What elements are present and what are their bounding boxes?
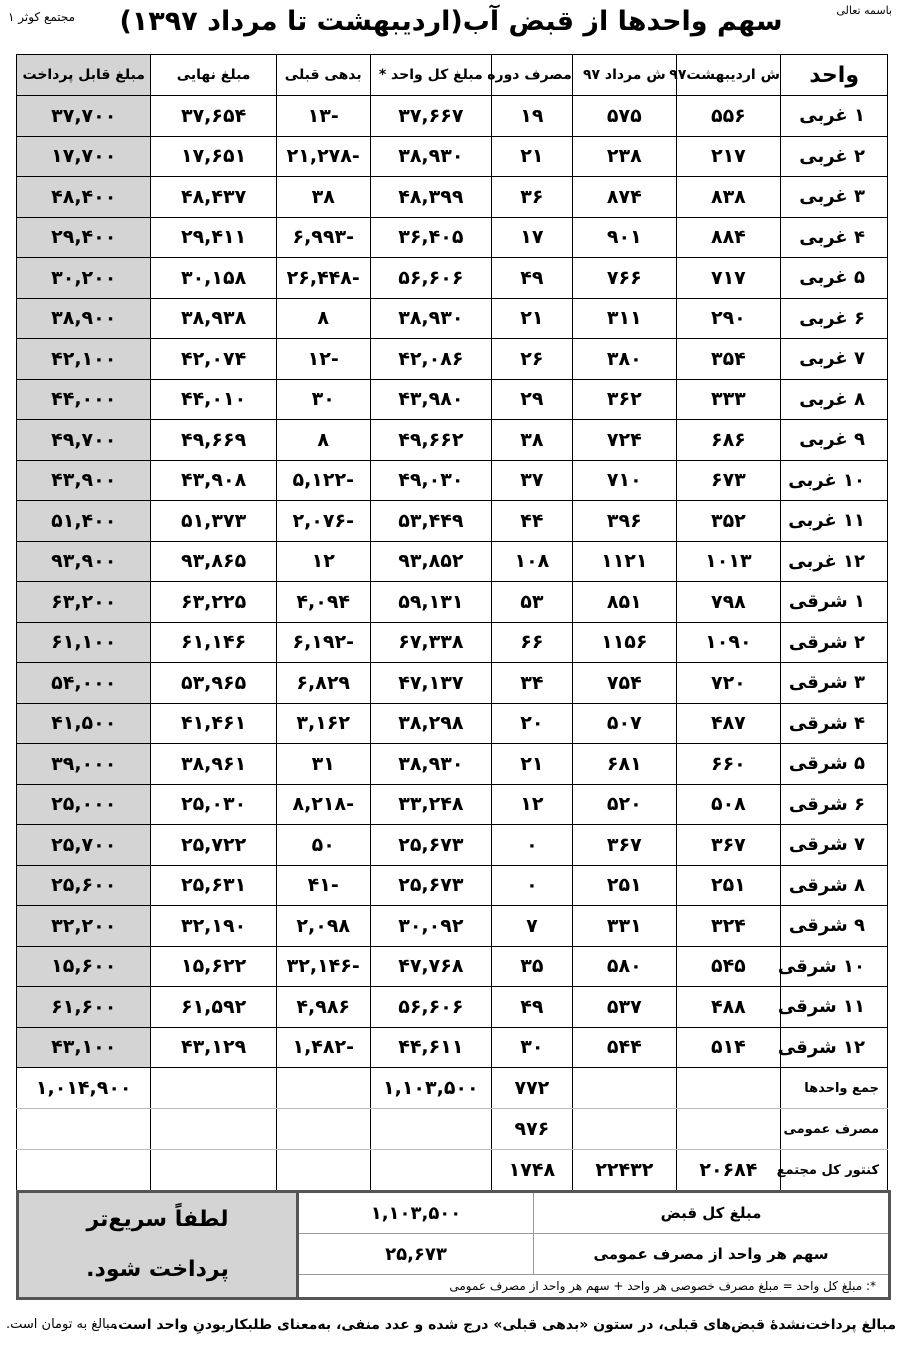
cell-mord: ۷۶۶ (572, 258, 676, 299)
cell-debt: ۴,۰۹۴ (276, 582, 370, 623)
table-header-row (17, 55, 888, 96)
cell-usage: ۲۱ (491, 136, 572, 177)
cell-ord: ۱۰۹۰ (676, 622, 780, 663)
please-line-1: لطفاً سریع‌تر (86, 1207, 229, 1232)
empty-cell (572, 1109, 676, 1150)
bill-value: ۱,۱۰۳,۵۰۰ (298, 1192, 534, 1234)
cell-unit: ۱ شرقی (780, 582, 887, 623)
cell-total: ۲۵,۶۷۳ (370, 825, 491, 866)
cell-final: ۶۱,۱۴۶ (151, 622, 276, 663)
page-title: سهم واحدها از قبض آب(اردیبهشت تا مرداد ۱۳۹۷) (119, 6, 783, 37)
cell-payable: ۹۳,۹۰۰ (17, 541, 151, 582)
cell-payable: ۱۵,۶۰۰ (17, 946, 151, 987)
complex-name: مجتمع کوثر ۱ (8, 10, 76, 24)
cell-unit: ۳ غربی (780, 177, 887, 218)
cell-ord: ۳۳۳ (676, 379, 780, 420)
cell-debt: ۱۲ (276, 541, 370, 582)
cell-total: ۲۵,۶۷۳ (370, 865, 491, 906)
cell-mord: ۳۸۰ (572, 339, 676, 380)
cell-total: ۴۷,۱۳۷ (370, 663, 491, 704)
cell-final: ۹۳,۸۶۵ (151, 541, 276, 582)
formula-note: *: مبلغ کل واحد = مبلغ مصرف خصوصی هر واحد + سهم هر واحد از مصرف عمومی (298, 1275, 890, 1299)
cell-unit: ۴ غربی (780, 217, 887, 258)
cell-debt: ۳,۱۶۲ (276, 703, 370, 744)
currency-note: مبالغ به تومان است. (6, 1317, 117, 1332)
cell-final: ۲۵,۰۳۰ (151, 784, 276, 825)
column-header-payable: مبلغ قابل پرداخت (17, 55, 151, 96)
total-meter-mord: ۲۲۴۳۲ (572, 1150, 676, 1191)
cell-ord: ۵۵۶ (676, 96, 780, 137)
cell-unit: ۱۱ غربی (780, 501, 887, 542)
table-row (17, 217, 888, 258)
table-row (17, 744, 888, 785)
cell-unit: ۱۲ شرقی (780, 1027, 887, 1068)
cell-total: ۴۲,۰۸۶ (370, 339, 491, 380)
table-row (17, 420, 888, 461)
cell-unit: ۲ شرقی (780, 622, 887, 663)
cell-unit: ۱ غربی (780, 96, 887, 137)
cell-debt: -۲۶,۴۴۸ (276, 258, 370, 299)
cell-payable: ۳۹,۰۰۰ (17, 744, 151, 785)
cell-debt: ۵۰ (276, 825, 370, 866)
cell-unit: ۲ غربی (780, 136, 887, 177)
cell-unit: ۶ غربی (780, 298, 887, 339)
table-row (17, 865, 888, 906)
cell-final: ۶۳,۲۲۵ (151, 582, 276, 623)
cell-total: ۳۷,۶۶۷ (370, 96, 491, 137)
empty-cell (370, 1150, 491, 1191)
bismillah-text: باسمه تعالی (836, 4, 892, 17)
cell-ord: ۶۶۰ (676, 744, 780, 785)
cell-payable: ۲۵,۰۰۰ (17, 784, 151, 825)
cell-unit: ۵ غربی (780, 258, 887, 299)
cell-total: ۴۴,۶۱۱ (370, 1027, 491, 1068)
cell-mord: ۵۲۰ (572, 784, 676, 825)
cell-total: ۴۳,۹۸۰ (370, 379, 491, 420)
cell-ord: ۶۸۶ (676, 420, 780, 461)
cell-payable: ۶۳,۲۰۰ (17, 582, 151, 623)
cell-debt: ۲,۰۹۸ (276, 906, 370, 947)
cell-mord: ۷۵۴ (572, 663, 676, 704)
cell-total: ۳۸,۹۳۰ (370, 136, 491, 177)
cell-final: ۵۱,۳۷۳ (151, 501, 276, 542)
cell-debt: ۴,۹۸۶ (276, 987, 370, 1028)
cell-mord: ۵۷۵ (572, 96, 676, 137)
cell-final: ۳۷,۶۵۴ (151, 96, 276, 137)
cell-mord: ۷۲۴ (572, 420, 676, 461)
cell-final: ۴۴,۰۱۰ (151, 379, 276, 420)
cell-payable: ۴۱,۵۰۰ (17, 703, 151, 744)
cell-payable: ۱۷,۷۰۰ (17, 136, 151, 177)
cell-usage: ۳۵ (491, 946, 572, 987)
cell-final: ۴۳,۹۰۸ (151, 460, 276, 501)
totals-row (17, 1068, 888, 1109)
cell-usage: ۲۱ (491, 744, 572, 785)
cell-usage: ۰ (491, 865, 572, 906)
cell-usage: ۳۰ (491, 1027, 572, 1068)
cell-total: ۳۶,۴۰۵ (370, 217, 491, 258)
empty-cell (276, 1109, 370, 1150)
cell-mord: ۳۶۷ (572, 825, 676, 866)
cell-ord: ۴۸۸ (676, 987, 780, 1028)
cell-payable: ۴۸,۴۰۰ (17, 177, 151, 218)
table-row (17, 622, 888, 663)
cell-payable: ۴۴,۰۰۰ (17, 379, 151, 420)
cell-unit: ۱۱ شرقی (780, 987, 887, 1028)
cell-final: ۲۵,۶۳۱ (151, 865, 276, 906)
cell-ord: ۲۹۰ (676, 298, 780, 339)
empty-cell (676, 1068, 780, 1109)
cell-total: ۴۸,۳۹۹ (370, 177, 491, 218)
cell-ord: ۱۰۱۳ (676, 541, 780, 582)
table-row (17, 784, 888, 825)
cell-payable: ۴۳,۹۰۰ (17, 460, 151, 501)
totals-row (17, 1109, 888, 1150)
table-row (17, 946, 888, 987)
cell-ord: ۷۹۸ (676, 582, 780, 623)
table-row (17, 906, 888, 947)
cell-payable: ۲۹,۴۰۰ (17, 217, 151, 258)
cell-debt: -۱۳ (276, 96, 370, 137)
empty-cell (17, 1109, 151, 1150)
cell-unit: ۸ غربی (780, 379, 887, 420)
total-meter-usage: ۱۷۴۸ (491, 1150, 572, 1191)
cell-mord: ۱۱۲۱ (572, 541, 676, 582)
table-row (17, 582, 888, 623)
cell-total: ۳۸,۹۳۰ (370, 298, 491, 339)
table-row (17, 96, 888, 137)
cell-usage: ۴۹ (491, 987, 572, 1028)
cell-usage: ۲۰ (491, 703, 572, 744)
cell-total: ۶۷,۳۳۸ (370, 622, 491, 663)
cell-total: ۳۳,۲۴۸ (370, 784, 491, 825)
total-sum-label: جمع واحدها (780, 1068, 887, 1109)
cell-debt: -۶,۱۹۲ (276, 622, 370, 663)
empty-cell (151, 1150, 276, 1191)
debt-footnote: مبالغ پرداخت‌نشدهٔ قبض‌های قبلی، در ستون «بدهی قبلی» درج شده و عدد منفی، به‌معنای طلبکاربودنِ واحد است. (112, 1317, 896, 1333)
cell-usage: ۲۶ (491, 339, 572, 380)
cell-payable: ۴۲,۱۰۰ (17, 339, 151, 380)
cell-total: ۵۹,۱۳۱ (370, 582, 491, 623)
share-value: ۲۵,۶۷۳ (298, 1234, 534, 1275)
cell-debt: -۳۲,۱۴۶ (276, 946, 370, 987)
cell-ord: ۸۳۸ (676, 177, 780, 218)
table-row (17, 825, 888, 866)
cell-ord: ۸۸۴ (676, 217, 780, 258)
cell-payable: ۶۱,۱۰۰ (17, 622, 151, 663)
cell-unit: ۵ شرقی (780, 744, 887, 785)
cell-usage: ۴۹ (491, 258, 572, 299)
cell-ord: ۷۲۰ (676, 663, 780, 704)
cell-usage: ۴۴ (491, 501, 572, 542)
cell-unit: ۱۲ غربی (780, 541, 887, 582)
cell-total: ۵۶,۶۰۶ (370, 258, 491, 299)
empty-cell (276, 1068, 370, 1109)
cell-mord: ۳۹۶ (572, 501, 676, 542)
cell-debt: -۱۲ (276, 339, 370, 380)
cell-mord: ۲۵۱ (572, 865, 676, 906)
empty-cell (151, 1109, 276, 1150)
empty-cell (572, 1068, 676, 1109)
cell-final: ۱۵,۶۲۲ (151, 946, 276, 987)
cell-usage: ۲۹ (491, 379, 572, 420)
column-header-final: مبلغ نهایی (151, 55, 276, 96)
cell-debt: -۸,۲۱۸ (276, 784, 370, 825)
cell-usage: ۳۴ (491, 663, 572, 704)
table-row (17, 136, 888, 177)
cell-debt: -۲۱,۲۷۸ (276, 136, 370, 177)
summary-box (16, 1190, 891, 1300)
cell-final: ۳۰,۱۵۸ (151, 258, 276, 299)
cell-mord: ۵۴۴ (572, 1027, 676, 1068)
cell-final: ۴۳,۱۲۹ (151, 1027, 276, 1068)
cell-unit: ۸ شرقی (780, 865, 887, 906)
empty-cell (17, 1150, 151, 1191)
cell-usage: ۱۲ (491, 784, 572, 825)
total-meter-ord: ۲۰۶۸۴ (676, 1150, 780, 1191)
cell-payable: ۲۵,۶۰۰ (17, 865, 151, 906)
cell-mord: ۳۳۱ (572, 906, 676, 947)
table-row (17, 379, 888, 420)
cell-usage: ۰ (491, 825, 572, 866)
cell-payable: ۶۱,۶۰۰ (17, 987, 151, 1028)
cell-total: ۴۹,۶۶۲ (370, 420, 491, 461)
cell-final: ۲۵,۷۲۲ (151, 825, 276, 866)
cell-ord: ۴۸۷ (676, 703, 780, 744)
cell-mord: ۲۳۸ (572, 136, 676, 177)
cell-debt: -۵,۱۲۲ (276, 460, 370, 501)
bill-label: مبلغ کل قبض (534, 1192, 890, 1234)
table-row (17, 1027, 888, 1068)
cell-payable: ۳۸,۹۰۰ (17, 298, 151, 339)
table-row (17, 987, 888, 1028)
empty-cell (276, 1150, 370, 1191)
cell-final: ۵۳,۹۶۵ (151, 663, 276, 704)
table-row (17, 501, 888, 542)
cell-final: ۴۱,۴۶۱ (151, 703, 276, 744)
cell-ord: ۳۵۲ (676, 501, 780, 542)
cell-mord: ۳۱۱ (572, 298, 676, 339)
cell-payable: ۴۹,۷۰۰ (17, 420, 151, 461)
cell-total: ۵۶,۶۰۶ (370, 987, 491, 1028)
cell-debt: ۸ (276, 298, 370, 339)
cell-final: ۳۲,۱۹۰ (151, 906, 276, 947)
cell-usage: ۳۶ (491, 177, 572, 218)
share-label: سهم هر واحد از مصرف عمومی (534, 1234, 890, 1275)
cell-mord: ۶۸۱ (572, 744, 676, 785)
cell-unit: ۹ غربی (780, 420, 887, 461)
cell-ord: ۳۲۴ (676, 906, 780, 947)
table-row (17, 258, 888, 299)
cell-total: ۵۳,۴۴۹ (370, 501, 491, 542)
column-header-mord: ش مرداد ۹۷ (572, 55, 676, 96)
cell-total: ۴۹,۰۳۰ (370, 460, 491, 501)
cell-debt: ۶,۸۲۹ (276, 663, 370, 704)
empty-cell (676, 1109, 780, 1150)
cell-total: ۳۸,۹۳۰ (370, 744, 491, 785)
cell-total: ۳۰,۰۹۲ (370, 906, 491, 947)
cell-payable: ۵۱,۴۰۰ (17, 501, 151, 542)
table-row (17, 663, 888, 704)
column-header-ord: ش اردیبهشت۹۷ (676, 55, 780, 96)
cell-payable: ۵۴,۰۰۰ (17, 663, 151, 704)
table-row (17, 703, 888, 744)
cell-unit: ۹ شرقی (780, 906, 887, 947)
cell-unit: ۷ شرقی (780, 825, 887, 866)
cell-mord: ۸۵۱ (572, 582, 676, 623)
cell-usage: ۶۶ (491, 622, 572, 663)
cell-final: ۳۸,۹۶۱ (151, 744, 276, 785)
totals-row (17, 1150, 888, 1191)
cell-unit: ۷ غربی (780, 339, 887, 380)
cell-usage: ۷ (491, 906, 572, 947)
cell-usage: ۵۳ (491, 582, 572, 623)
empty-cell (151, 1068, 276, 1109)
cell-debt: -۲,۰۷۶ (276, 501, 370, 542)
table-row (17, 460, 888, 501)
cell-ord: ۶۷۳ (676, 460, 780, 501)
column-header-unit: واحد (780, 55, 887, 96)
cell-mord: ۳۶۲ (572, 379, 676, 420)
total-sum-total: ۱,۱۰۳,۵۰۰ (370, 1068, 491, 1109)
cell-unit: ۱۰ غربی (780, 460, 887, 501)
table-row (17, 339, 888, 380)
cell-usage: ۱۰۸ (491, 541, 572, 582)
table-row (17, 541, 888, 582)
cell-mord: ۸۷۴ (572, 177, 676, 218)
cell-mord: ۵۰۷ (572, 703, 676, 744)
cell-mord: ۷۱۰ (572, 460, 676, 501)
cell-debt: -۶,۹۹۳ (276, 217, 370, 258)
cell-final: ۶۱,۵۹۲ (151, 987, 276, 1028)
column-header-debt: بدهی قبلی (276, 55, 370, 96)
cell-debt: ۳۱ (276, 744, 370, 785)
cell-usage: ۲۱ (491, 298, 572, 339)
cell-unit: ۴ شرقی (780, 703, 887, 744)
cell-unit: ۳ شرقی (780, 663, 887, 704)
cell-unit: ۶ شرقی (780, 784, 887, 825)
cell-unit: ۱۰ شرقی (780, 946, 887, 987)
water-bill-table (16, 54, 888, 1191)
cell-payable: ۳۷,۷۰۰ (17, 96, 151, 137)
cell-ord: ۲۵۱ (676, 865, 780, 906)
cell-ord: ۵۱۴ (676, 1027, 780, 1068)
cell-usage: ۱۷ (491, 217, 572, 258)
please-pay-notice (18, 1192, 298, 1299)
cell-final: ۲۹,۴۱۱ (151, 217, 276, 258)
table-row (17, 298, 888, 339)
total-common-usage: ۹۷۶ (491, 1109, 572, 1150)
total-sum-payable: ۱,۰۱۴,۹۰۰ (17, 1068, 151, 1109)
column-header-total: مبلغ کل واحد * (370, 55, 491, 96)
cell-debt: ۸ (276, 420, 370, 461)
cell-final: ۴۸,۴۳۷ (151, 177, 276, 218)
total-meter-label: کنتور کل مجتمع (780, 1150, 887, 1191)
cell-ord: ۷۱۷ (676, 258, 780, 299)
cell-debt: -۱,۴۸۲ (276, 1027, 370, 1068)
cell-final: ۳۸,۹۳۸ (151, 298, 276, 339)
please-line-2: پرداخت شود. (86, 1257, 229, 1282)
cell-final: ۴۲,۰۷۴ (151, 339, 276, 380)
cell-payable: ۳۲,۲۰۰ (17, 906, 151, 947)
cell-total: ۴۷,۷۶۸ (370, 946, 491, 987)
cell-ord: ۲۱۷ (676, 136, 780, 177)
cell-usage: ۳۸ (491, 420, 572, 461)
cell-debt: -۴۱ (276, 865, 370, 906)
cell-final: ۱۷,۶۵۱ (151, 136, 276, 177)
cell-ord: ۳۶۷ (676, 825, 780, 866)
empty-cell (370, 1109, 491, 1150)
total-sum-usage: ۷۷۲ (491, 1068, 572, 1109)
cell-payable: ۳۰,۲۰۰ (17, 258, 151, 299)
cell-usage: ۱۹ (491, 96, 572, 137)
cell-usage: ۳۷ (491, 460, 572, 501)
cell-total: ۳۸,۲۹۸ (370, 703, 491, 744)
cell-mord: ۵۳۷ (572, 987, 676, 1028)
cell-mord: ۱۱۵۶ (572, 622, 676, 663)
cell-final: ۴۹,۶۶۹ (151, 420, 276, 461)
cell-ord: ۳۵۴ (676, 339, 780, 380)
cell-ord: ۵۴۵ (676, 946, 780, 987)
cell-mord: ۹۰۱ (572, 217, 676, 258)
cell-total: ۹۳,۸۵۲ (370, 541, 491, 582)
cell-payable: ۴۳,۱۰۰ (17, 1027, 151, 1068)
total-common-label: مصرف عمومی (780, 1109, 887, 1150)
cell-mord: ۵۸۰ (572, 946, 676, 987)
cell-ord: ۵۰۸ (676, 784, 780, 825)
column-header-usage: مصرف دوره (491, 55, 572, 96)
cell-payable: ۲۵,۷۰۰ (17, 825, 151, 866)
table-row (17, 177, 888, 218)
cell-debt: ۳۰ (276, 379, 370, 420)
cell-debt: ۳۸ (276, 177, 370, 218)
